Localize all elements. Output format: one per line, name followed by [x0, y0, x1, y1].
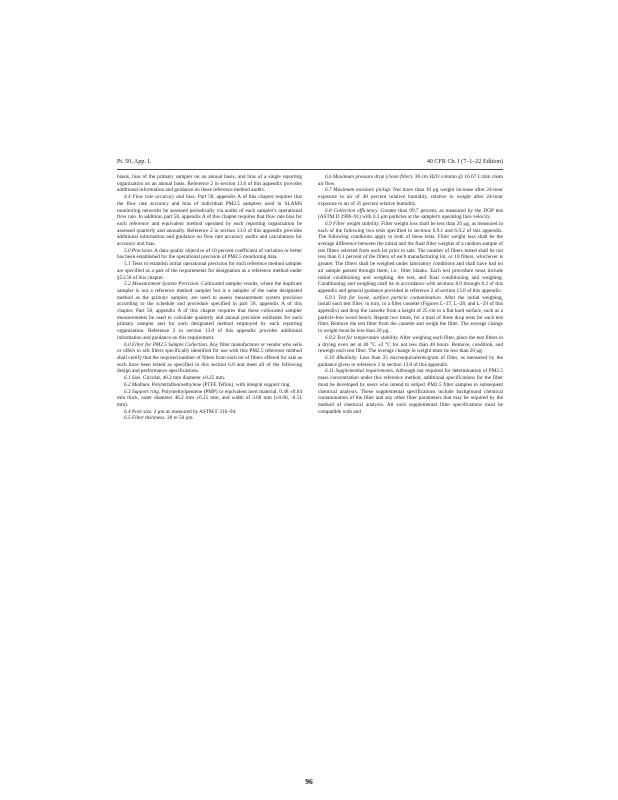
paragraph-heading: 6.9 Filter weight stability. — [325, 220, 380, 227]
paragraph: 6.1 Size. Circular, 46.2 mm diameter ±0.25 mm. — [124, 375, 226, 382]
header-right: 40 CFR Ch. I (7–1–22 Edition) — [426, 159, 503, 165]
paragraph-heading: 6.9.1 Test for loose, surface particle contamination. — [325, 294, 442, 301]
paragraph-heading: 5.0 Precision. — [124, 247, 154, 254]
paragraph: 5.0 Precision. A data quality objective of 10 percent coefficient of variation or better has been established for the operational precision of PM2.5 monitoring data. — [117, 247, 302, 261]
paragraph-heading: 6.11 Supplemental requirements. — [325, 368, 395, 375]
paragraph-heading: 6.6 Maximum pressure drop (clean filter). — [325, 174, 414, 180]
paragraph-heading: 6.9.2 Test for temperature stability. — [325, 334, 399, 341]
paragraph-heading: 5.2 Measurement System Precision. — [124, 281, 200, 288]
header-left: Pt. 50, App. L — [117, 159, 152, 165]
paragraph-heading: 6.3 Support ring. — [124, 388, 161, 395]
left-column — [117, 174, 302, 422]
paragraph: 6.9.1 Test for loose, surface particle contamination. After the initial weighing, install each test filter, in turn, in a filter cassette (Figures L–27, L–28, and L–29 of this appendix) and drop the cassette from a height of 25 cm to a flat hard surface, such as a particle-free wood bench. Repeat two times, for a total of three drop tests for each test filter. Remove the test filter from the cassette and weigh the filter. The average change in weight must be less than 20 μg. — [318, 294, 503, 335]
paragraph: 6.8 Collection efficiency. Greater than 99.7 percent, as measured by the DOP test (ASTM D 2986–91) with 0.3 μm particles at the sampler's operating face velocity. — [318, 207, 503, 221]
header-rule — [117, 169, 503, 170]
paragraph: 6.9.2 Test for temperature stability. After weighing each filter, place the test filters in a drying oven set at 40 °C ±2 °C for not less than 48 hours. Remove, condition, and reweigh each test filter. The average change in weight must be less than 20 μg. — [318, 334, 503, 355]
paragraph: 6.6 Maximum pressure drop (clean filter). 30 cm H2O column @ 16.67 L/min clean air flow. — [318, 174, 503, 187]
paragraph: biasis, bias of the primary sampler on an annual basis, and bias of a single reporting organization on an annual basis. Reference 2 in section 13.0 of this appendix provides additional information and guidance on these reference method audits. — [117, 174, 302, 194]
paragraph-heading: 6.4 Pore size. — [124, 408, 153, 415]
paragraph: 6.3 Support ring. Polymethylpentene (PMP) or equivalent inert material, 0.38 ±0.04 mm thick, outer diameter 46.2 mm ±0.25 mm, and width of 3.68 mm (±0.00, -0.51 mm). — [117, 388, 302, 408]
page-number: 96 — [305, 777, 313, 786]
paragraph-heading: 6.8 Collection efficiency. — [325, 207, 379, 214]
paragraph-heading: 6.0 Filter for PM2.5 Sample Collection. — [124, 341, 209, 348]
paragraph: 4.4 Flow rate accuracy and bias. Part 58, appendix A of this chapter requires that the flow rate accuracy and bias of individual PM2.5 samplers used in SLAMS monitoring networks be assessed periodically via audits of each sampler's operational flow rate. In addition, part 58, appendix A of this chapter requires that flow rate bias for each reference and equivalent method operated by each reporting organization be assessed quarterly and annually. Reference 2 in section 13.0 of this appendix provides additional information and guidance on flow rate accuracy audits and calculations for accuracy and bias. — [117, 194, 302, 248]
paragraph-heading: 6.2 Medium. — [124, 381, 151, 388]
paragraph-heading: 6.1 Size. — [124, 375, 142, 382]
paragraph: 6.4 Pore size. 2 μm as measured by ASTM F 316–94. — [124, 408, 237, 415]
paragraph: 5.2 Measurement System Precision. Collocated sampler results, where the duplicate sampler is not a reference method sampler but is a sampler of the same designated method as the primary sampler, are used to assess measurement system precision according to the schedule and procedure specified in part 58, appendix A of this chapter. Part 58, appendix A of this chapter requires that these collocated sampler measurements be used to calculate quarterly and annual precision estimates for each primary sampler and for each designated method employed by each reporting organization. Reference 2 in section 13.0 of this appendix provides additional information and guidance on this requirement. — [117, 281, 302, 341]
running-header — [117, 158, 503, 166]
paragraph: 5.1 Tests to establish initial operational precision for each reference method sampler are specified as a part of the requirements for designation as a reference method under §53.58 of this chapter. — [117, 261, 302, 281]
paragraph: 6.2 Medium. Polytetrafluoroethylene (PTFE Teflon), with integral support ring. — [124, 381, 291, 388]
paragraph-heading: 6.5 Filter thickness. — [124, 415, 166, 422]
paragraph: 6.7 Maximum moisture pickup. Not more than 10 μg weight increase after 24-hour exposure to air of 40 percent relative humidity, relative to weight after 24-hour exposure to air of 35 percent relative humidity. — [318, 187, 503, 207]
paragraph-heading: 4.4 Flow rate accuracy and bias. — [124, 194, 197, 201]
paragraph: 6.10 Alkalinity. Less than 25 microequivalents/gram of filter, as measured by the guidance given in reference 2 in section 13.0 of this appendix. — [318, 354, 503, 368]
paragraph: 6.0 Filter for PM2.5 Sample Collection. Any filter manufacturer or vendor who sells or offers to sell filters specifically identified for use with this PM2.5 reference method shall certify that the required number of filters from each lot of filters offered for sale as such have been tested as specified in this section 6.0 and meet all of the following design and performance specifications. — [117, 341, 302, 375]
paragraph: 6.5 Filter thickness. 30 to 50 μm. — [124, 415, 194, 422]
paragraph-heading: 6.7 Maximum moisture pickup. — [325, 187, 392, 194]
right-column — [318, 174, 503, 415]
paragraph: 6.9 Filter weight stability. Filter weight loss shall be less than 20 μg, as measured in each of the following two tests specified in sections 6.9.1 and 6.9.2 of this appendix. The following conditions apply to both of these tests: Filter weight loss shall be the average difference between the initial and the final filter weights of a random sample of test filters selected from each lot prior to sale. The number of filters tested shall be not less than 0.1 percent of the filters of each manufacturing lot, or 10 filters, whichever is greater. The filters shall be weighed under laboratory conditions and shall have had no air sample passed through them, i.e., filter blanks. Each test procedure must include initial conditioning and weighing, the test, and final conditioning and weighing. Conditioning and weighing shall be in accordance with sections 8.0 through 8.2 of this appendix and general guidance provided in reference 2 of section 13.0 of this appendix. — [318, 220, 503, 294]
paragraph: 6.11 Supplemental requirements. Although not required for determination of PM2.5 mass concentration under this reference method, additional specifications for the filter must be developed by users who intend to subject PM2.5 filter samples to subsequent chemical analysis. These supplemental specifications include background chemical contamination of the filter and any other filter parameters that may be required by the method of chemical analysis. All such supplemental filter specifications must be compatible with and — [318, 368, 503, 415]
paragraph-heading: 6.10 Alkalinity. — [325, 354, 358, 361]
